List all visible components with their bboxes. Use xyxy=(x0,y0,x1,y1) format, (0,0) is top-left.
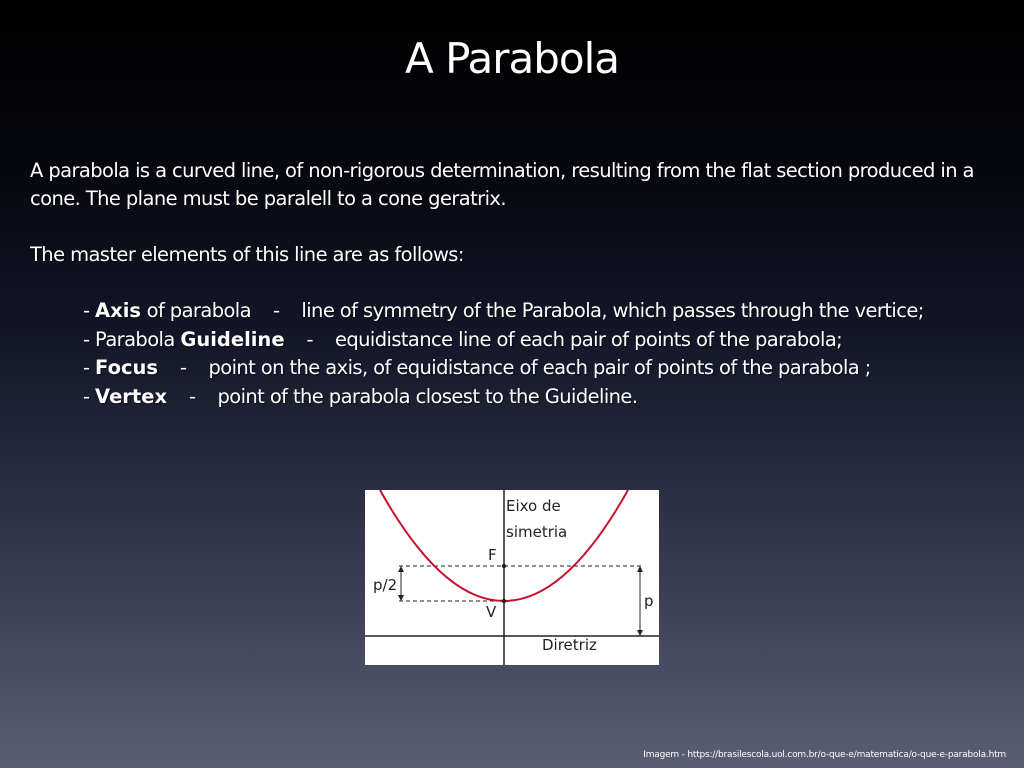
half-p-label: p/2 xyxy=(373,576,398,594)
axis-label-line1: Eixo de xyxy=(506,497,561,515)
directrix-label: Diretriz xyxy=(542,636,597,654)
slide-title: A Parabola xyxy=(404,34,620,83)
diagram-background xyxy=(365,490,659,665)
list-item-prefix: - xyxy=(83,299,96,322)
focus-point xyxy=(502,564,506,568)
parabola-diagram xyxy=(365,490,659,665)
list-item-description: point on the axis, of equidistance of each pair of points of the parabola ; xyxy=(208,356,871,379)
term-guideline: Guideline xyxy=(180,327,285,351)
separator: - xyxy=(180,356,187,379)
list-item-guideline xyxy=(83,326,1013,355)
list-item-description: point of the parabola closest to the Guideline. xyxy=(217,384,638,408)
term-vertex: Vertex xyxy=(95,384,168,408)
separator: - xyxy=(306,327,313,351)
axis-label-line2: simetria xyxy=(506,523,568,541)
list-item-description: equidistance line of each pair of points of the parabola; xyxy=(334,327,843,351)
p-label: p xyxy=(644,592,654,610)
list-item-prefix: - Parabola xyxy=(83,327,181,351)
parabola-diagram-svg xyxy=(365,490,659,665)
list-item-prefix: - xyxy=(83,384,96,408)
separator: - xyxy=(189,384,196,408)
list-item-suffix: of parabola xyxy=(141,299,251,322)
intro-paragraph: A parabola is a curved line, of non-rigorous determination, resulting from the flat section produced in a cone. The plane must be paralell to a cone geratrix. xyxy=(30,159,974,210)
list-item-prefix: - xyxy=(83,356,96,379)
image-credit: Imagem - https://brasilescola.uol.com.br/o-que-e/matematica/o-que-e-parabola.htm xyxy=(643,750,1006,760)
vertex-label: V xyxy=(486,603,497,621)
term-axis: Axis xyxy=(95,299,142,322)
term-focus: Focus xyxy=(95,356,159,379)
list-item-vertex xyxy=(83,383,1013,412)
focus-label: F xyxy=(488,546,497,564)
elements-list xyxy=(83,297,1013,411)
separator: - xyxy=(272,299,280,322)
list-item-description: line of symmetry of the Parabola, which passes through the vertice; xyxy=(301,299,924,322)
vertex-point xyxy=(502,599,506,603)
list-item-focus xyxy=(83,354,1013,383)
lead-paragraph: The master elements of this line are as follows: xyxy=(30,243,464,266)
list-item-axis xyxy=(83,297,1013,326)
